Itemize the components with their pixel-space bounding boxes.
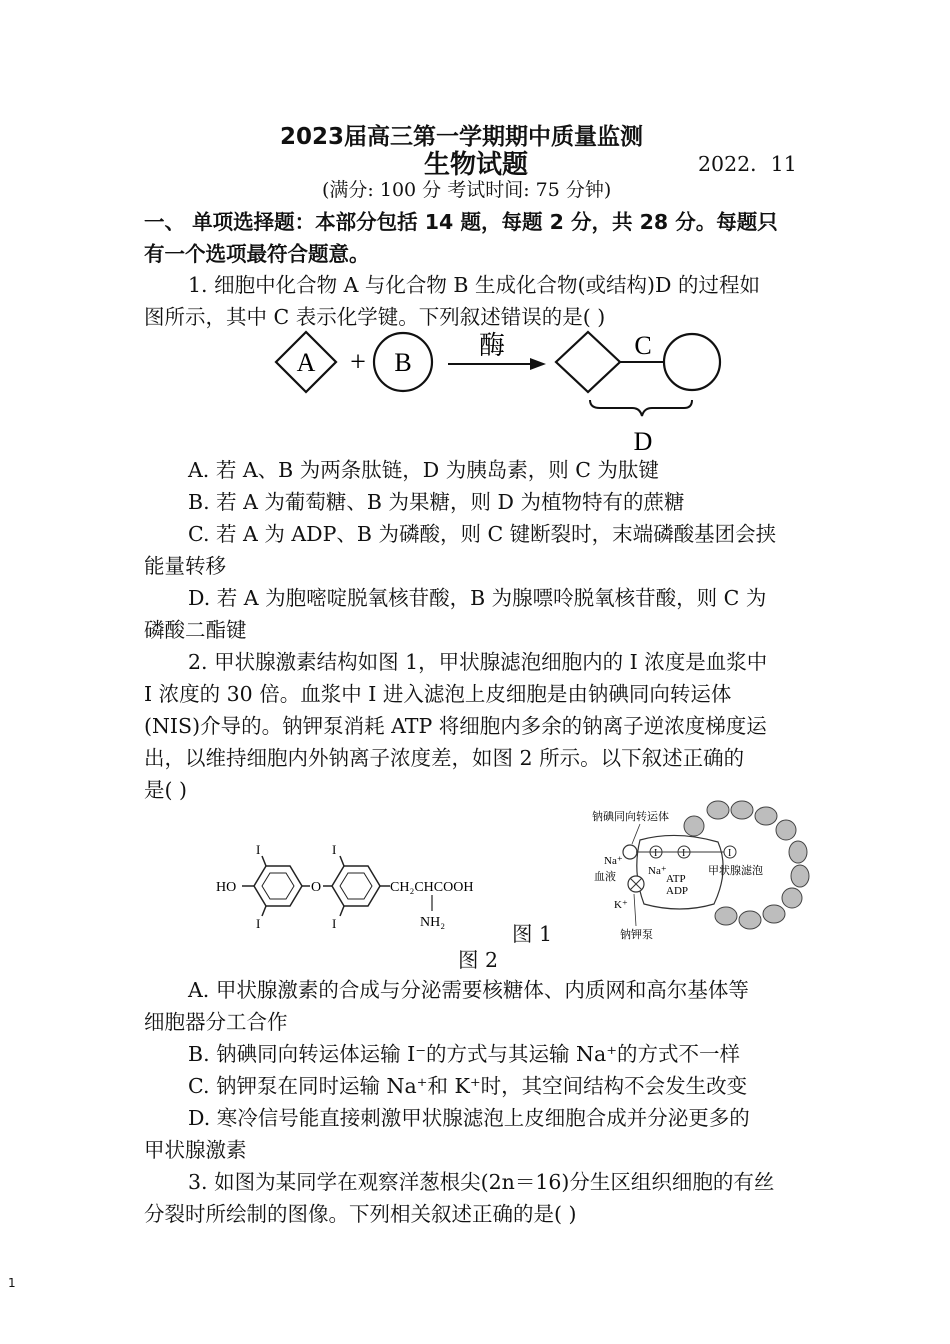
benzene-ring-2 (332, 866, 380, 906)
label-d: D (633, 427, 653, 456)
potassium-label: K⁺ (614, 899, 628, 911)
q1-diagram (260, 330, 740, 460)
iodine-2: I (256, 916, 261, 931)
subject-title: 生物试题 (424, 150, 529, 180)
exam-info: (满分: 100 分 考试时间: 75 分钟) (322, 179, 612, 201)
enzyme-label: 酶 (478, 331, 506, 360)
exam-title: 2023届高三第一学期期中质量监测 (280, 124, 644, 150)
q2-stem-line2: I 浓度的 30 倍。血浆中 I 进入滤泡上皮细胞是由钠碘同向转运体 (144, 682, 732, 706)
section-heading-line1: 一、 单项选择题：本部分包括 14 题，每题 2 分，共 28 分。每题只 (144, 210, 778, 234)
label-b: B (394, 348, 412, 377)
figure2-caption: 图 2 (458, 948, 499, 972)
q3-stem-line2: 分裂时所绘制的图像。下列相关叙述正确的是( ) (144, 1202, 577, 1226)
arrowhead (530, 358, 546, 370)
product-diamond (556, 332, 620, 392)
atp-label: ATP (666, 873, 686, 885)
q2-option-d-line2: 甲状腺激素 (144, 1138, 247, 1162)
page-number: 1 (8, 1276, 16, 1290)
q1-option-d-line1: D. 若 A 为胞嘧啶脱氧核苷酸，B 为腺嘌呤脱氧核苷酸，则 C 为 (188, 586, 767, 610)
svg-text:I: I (682, 848, 686, 859)
side-chain: CH₂CHCOOH (390, 880, 474, 895)
adp-label: ADP (666, 885, 689, 897)
exam-date: 2022．11 (698, 152, 797, 176)
iodine-4: I (332, 916, 337, 931)
figure2-thyroid-follicle (580, 800, 810, 945)
q1-option-c-line1: C. 若 A 为 ADP、B 为磷酸，则 C 键断裂时，末端磷酸基团会挟 (188, 522, 777, 546)
q1-option-a: A. 若 A、B 为两条肽链，D 为胰岛素，则 C 为肽键 (188, 458, 659, 482)
sodium-label-inside: Na⁺ (648, 865, 667, 877)
ether-oxygen: O (311, 880, 322, 895)
transporter-protein (623, 845, 637, 859)
pump-label: 钠钾泵 (620, 929, 653, 941)
figure1-thyroxine-structure (210, 840, 510, 940)
product-circle (664, 334, 720, 390)
q2-stem-line1: 2. 甲状腺激素结构如图 1，甲状腺滤泡细胞内的 I 浓度是血浆中 (188, 650, 768, 674)
benzene-ring-1 (254, 866, 302, 906)
brace-d (590, 400, 692, 416)
svg-text:I: I (654, 848, 658, 859)
plus-sign: + (350, 347, 366, 378)
ho-group: HO (216, 880, 237, 895)
q1-stem-line1: 1. 细胞中化合物 A 与化合物 B 生成化合物(或结构)D 的过程如 (188, 273, 760, 297)
q2-stem-line3: (NIS)介导的。钠钾泵消耗 ATP 将细胞内多余的钠离子逆浓度梯度运 (144, 714, 767, 738)
q1-option-c-line2: 能量转移 (144, 554, 226, 578)
iodine-1: I (256, 842, 261, 857)
label-a: A (296, 348, 316, 377)
q2-option-d-line1: D. 寒冷信号能直接刺激甲状腺滤泡上皮细胞合成并分泌更多的 (188, 1106, 750, 1130)
label-c: C (634, 331, 652, 360)
amino-group: NH₂ (420, 915, 446, 930)
section-heading-line2: 有一个选项最符合题意。 (144, 242, 370, 266)
svg-text:I: I (728, 848, 732, 859)
q1-option-b: B. 若 A 为葡萄糖、B 为果糖，则 D 为植物特有的蔗糖 (188, 490, 685, 514)
q1-stem-line2: 图所示，其中 C 表示化学键。下列叙述错误的是( ) (144, 305, 606, 329)
iodine-3: I (332, 842, 337, 857)
follicle-label: 甲状腺滤泡 (708, 865, 763, 877)
q2-option-b: B. 钠碘同向转运体运输 I⁻的方式与其运输 Na⁺的方式不一样 (188, 1042, 741, 1066)
q2-option-a-line2: 细胞器分工合作 (144, 1010, 288, 1034)
q2-option-a-line1: A. 甲状腺激素的合成与分泌需要核糖体、内质网和高尔基体等 (188, 978, 749, 1002)
q2-option-c: C. 钠钾泵在同时运输 Na⁺和 K⁺时，其空间结构不会发生改变 (188, 1074, 748, 1098)
figure1-caption: 图 1 (512, 922, 553, 946)
transporter-label: 钠碘同向转运体 (592, 811, 669, 823)
q1-option-d-line2: 磷酸二酯键 (144, 618, 247, 642)
sodium-label-outside: Na⁺ (604, 855, 623, 867)
q2-stem-line4: 出，以维持细胞内外钠离子浓度差，如图 2 所示。以下叙述正确的 (144, 746, 745, 770)
blood-label: 血液 (594, 871, 616, 883)
q3-stem-line1: 3. 如图为某同学在观察洋葱根尖(2n＝16)分生区组织细胞的有丝 (188, 1170, 775, 1194)
q2-stem-line5: 是( ) (144, 778, 188, 802)
